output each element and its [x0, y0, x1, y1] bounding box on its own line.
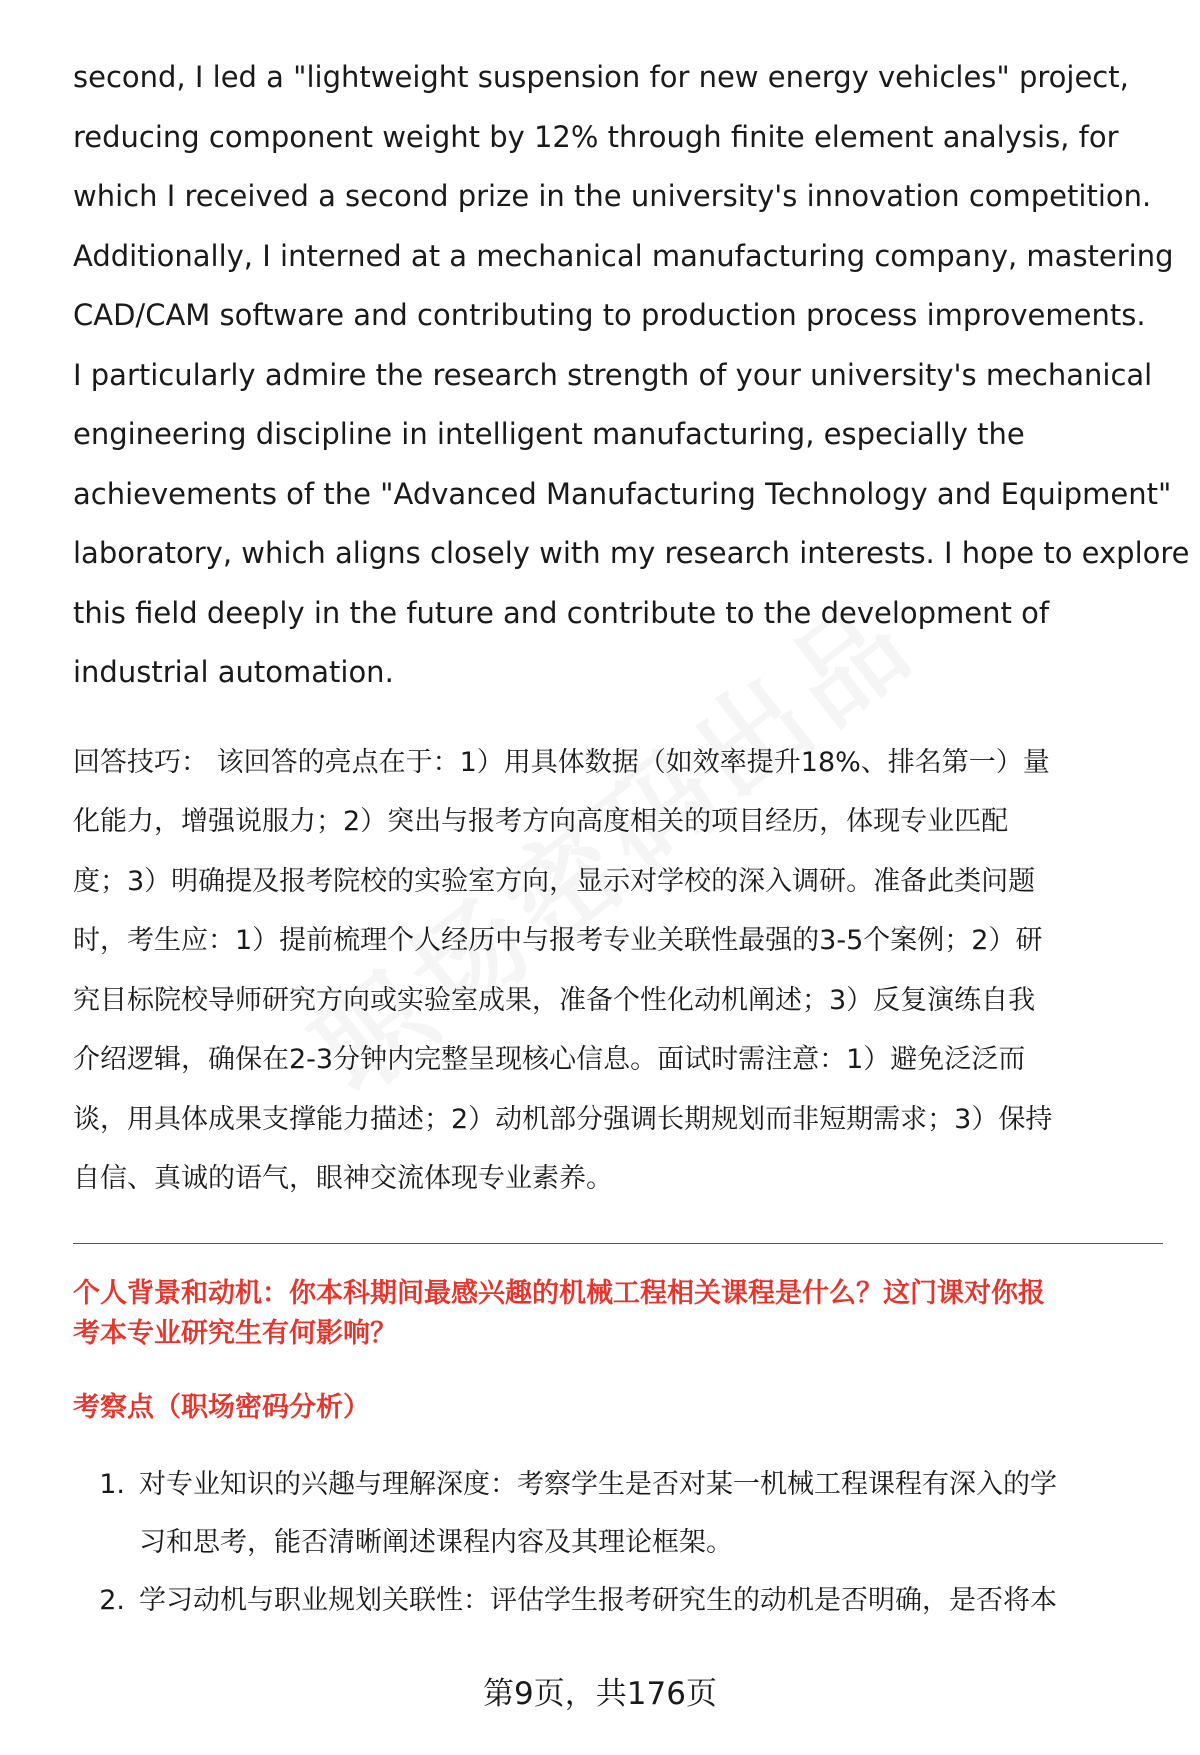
question-heading [73, 1274, 1163, 1354]
intro-line: which I received a second prize in the university's innovation competition. [73, 179, 1152, 213]
intro-line: reducing component weight by 12% through finite element analysis, for [73, 119, 1119, 154]
intro-line: achievements of the "Advanced Manufacturing Technology and Equipment" [73, 476, 1172, 511]
intro-line: engineering discipline in intelligent manufacturing, especially the [73, 417, 1025, 451]
intro-line: industrial automation. [73, 655, 394, 689]
list-item-line: 习和思考，能否清晰阐述课程内容及其理论框架。 [139, 1526, 733, 1558]
tip-line: 时，考生应：1）提前梳理个人经历中与报考专业关联性最强的3-5个案例；2）研 [73, 925, 1043, 956]
list-item [73, 1572, 1163, 1630]
tip-line: 回答技巧： 该回答的亮点在于：1）用具体数据（如效率提升18%、排名第一）量 [73, 746, 1050, 778]
intro-line: CAD/CAM software and contributing to production process improvements. [73, 298, 1146, 332]
intro-line: this field deeply in the future and contribute to the development of [73, 595, 1050, 630]
section-divider [73, 1243, 1163, 1244]
question-line: 考本专业研究生有何影响？ [73, 1317, 397, 1349]
list-item-line: 学习动机与职业规划关联性：评估学生报考研究生的动机是否明确，是否将本 [139, 1584, 1057, 1616]
list-item-line: 对专业知识的兴趣与理解深度：考察学生是否对某一机械工程课程有深入的学 [139, 1468, 1057, 1500]
intro-line: second, I led a "lightweight suspension for new energy vehicles" project, [73, 60, 1129, 94]
question-line: 个人背景和动机：你本科期间最感兴趣的机械工程相关课程是什么？这门课对你报 [73, 1277, 1045, 1309]
assessment-points-list [73, 1456, 1163, 1630]
tip-line: 化能力，增强说服力；2）突出与报考方向高度相关的项目经历，体现专业匹配 [73, 806, 1009, 837]
tip-line: 度；3）明确提及报考院校的实验室方向，显示对学校的深入调研。准备此类问题 [73, 865, 1036, 897]
list-item-number: 2. [99, 1584, 125, 1616]
list-item-text [129, 1456, 1057, 1572]
intro-line: laboratory, which aligns closely with my research interests. I hope to explore [73, 536, 1190, 570]
intro-paragraph [73, 48, 1190, 703]
tip-line: 自信、真诚的语气，眼神交流体现专业素养。 [73, 1163, 613, 1194]
section-title: 考察点（职场密码分析） [73, 1391, 370, 1423]
tip-line: 介绍逻辑，确保在2-3分钟内完整呈现核心信息。面试时需注意：1）避免泛泛而 [73, 1044, 1026, 1075]
page-content [73, 48, 1190, 1630]
intro-line: Additionally, I interned at a mechanical manufacturing company, mastering [73, 238, 1174, 273]
answer-tips-paragraph [73, 733, 1163, 1209]
page-number-footer: 第9页，共176页 [483, 1676, 717, 1712]
list-item-number: 1. [99, 1468, 125, 1500]
tip-line: 谈，用具体成果支撑能力描述；2）动机部分强调长期规划而非短期需求；3）保持 [73, 1103, 1053, 1135]
tip-line: 究目标院校导师研究方向或实验室成果，准备个性化动机阐述；3）反复演练自我 [73, 984, 1036, 1016]
list-item-text [129, 1572, 1057, 1630]
intro-line: I particularly admire the research strength of your university's mechanical [73, 357, 1153, 392]
list-item [73, 1456, 1163, 1572]
